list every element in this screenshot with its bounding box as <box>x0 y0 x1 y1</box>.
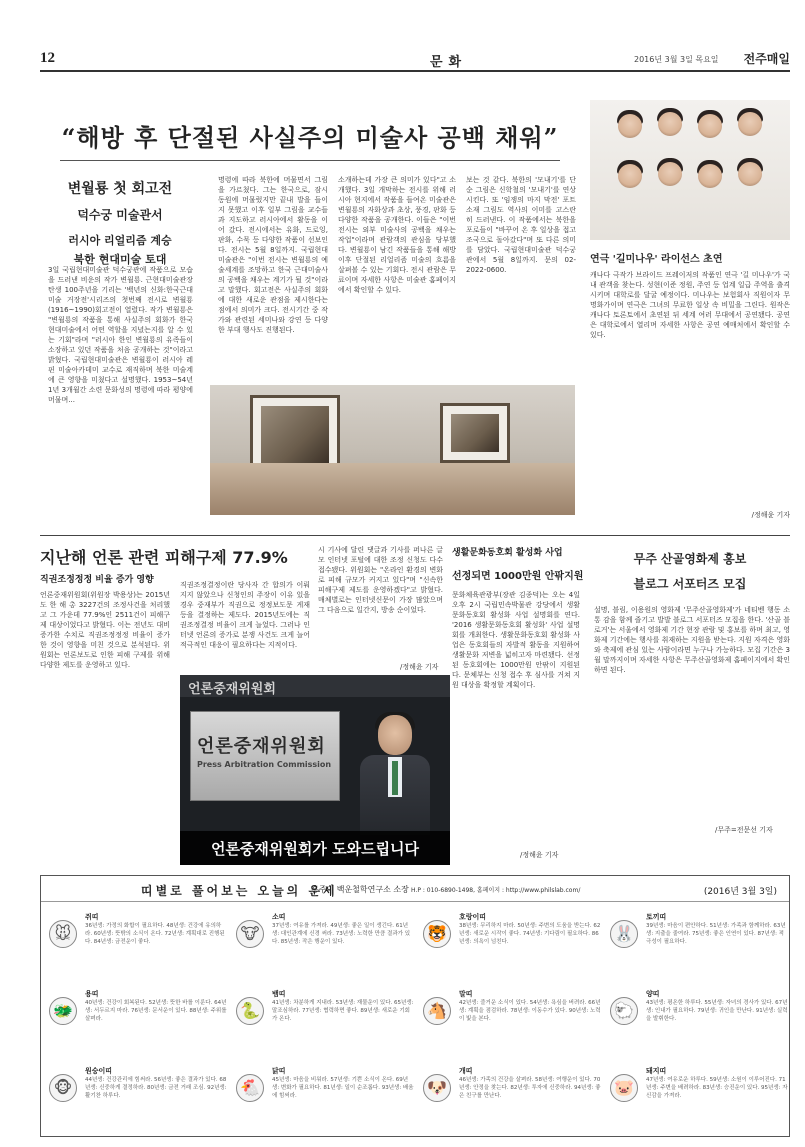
cast-face <box>738 162 762 186</box>
gallery-floor <box>210 463 575 515</box>
horoscope-sign-name: 돼지띠 <box>646 1067 667 1075</box>
masthead <box>40 48 790 72</box>
painting-frame <box>440 403 510 463</box>
subhead-3b: 북한 현대미술 토대 <box>73 253 167 266</box>
main-body-col4: 보는 것 같다. 북한의 '모내기'를 단순 그림은 신학철의 '모내기'를 연상시킨다. 또 '임쟁의 마지 막전' 포트 소재 그림도 역사의 이미를 고스란히 드러낸다. 이 작품에서는 북한을 포로들이 "바꾸어 온 후 일상을 접고 조국으로 돌아갔다"며 또 다른 의미를 담았다. 국립현대미술관 덕수궁관에서 5월 8일까지. 문의 02-2022-0600. <box>466 176 576 274</box>
tv-sign-korean: 언론중재위원회 <box>197 736 326 757</box>
horoscope-date: (2016년 3월 3일) <box>703 887 777 897</box>
headline-rule <box>60 160 560 161</box>
cast-face <box>738 112 762 136</box>
horoscope-cell <box>419 1060 605 1136</box>
horoscope-cell <box>606 1060 792 1136</box>
horoscope-sign-name: 소띠 <box>272 913 286 921</box>
mouse-icon: 🐭 <box>49 920 77 948</box>
horoscope-sign-name: 양띠 <box>646 990 660 998</box>
horoscope-sign-name: 뱀띠 <box>272 990 286 998</box>
play-reporter: /정해윤 기자 <box>751 511 790 519</box>
horoscope-cell <box>232 906 418 982</box>
article2-subtitle: 직권조정정정 비율 증가 영향 <box>40 575 154 585</box>
cast-photo <box>590 100 790 240</box>
section-title: 문화 <box>430 55 468 70</box>
issue-date: 2016년 3월 3일 목요일 <box>634 55 719 64</box>
rooster-icon: 🐔 <box>236 1074 264 1102</box>
article3-title2: 선정되면 1000만원 안팎지원 <box>452 571 584 582</box>
play-article <box>590 100 790 525</box>
article2-body-col2: 직권조정결정이란 당사자 간 합의가 이뤄지지 않았으나 신청인의 주장이 이유 있을 경우 중재부가 직권으로 정정보도문 게재 등을 결정하는 제도다. 2015년도에는 직권조정결정 비율이 크게 늘었다. 그러나 인터넷 언론의 증가로 분쟁 사건도 크게 늘어 적극적인 대응이 필요하다는 지적이다. <box>180 581 310 649</box>
horoscope-sign-text: 36년생: 가정의 화합이 필요하다. 48년생: 건강에 유의하라. 60년생: 뜻밖의 소식이 온다. 72년생: 계획대로 진행된다. 84년생: 금전운이 좋다. <box>85 923 225 945</box>
section-divider <box>40 535 790 536</box>
article4-title2: 블로그 서포터즈 모집 <box>633 577 747 591</box>
horoscope-cell <box>419 983 605 1059</box>
horoscope-sign-text: 44년생: 건강관리에 힘써라. 56년생: 좋은 결과가 있다. 68년생: 신중하게 결정하라. 80년생: 금전 거래 조심. 92년생: 활기찬 하루다. <box>85 1077 227 1099</box>
horoscope-sign-name: 말띠 <box>459 990 473 998</box>
horoscope-header <box>41 876 789 902</box>
horoscope-sign-name: 토끼띠 <box>646 913 667 921</box>
cast-face <box>618 164 642 188</box>
article2-reporter: /정해윤 기자 <box>400 663 439 671</box>
tv-sign <box>190 711 340 801</box>
horoscope-sign-text: 46년생: 가족의 건강을 살펴라. 58년생: 여행운이 있다. 70년생: 안정을 찾는다. 82년생: 투자에 신중하라. 94년생: 좋은 친구를 만난다. <box>459 1077 601 1099</box>
horoscope-sign-text: 42년생: 즐거운 소식이 있다. 54년생: 욕심을 버려라. 66년생: 계획을 점검하라. 78년생: 이동수가 있다. 90년생: 노력이 빛을 본다. <box>459 1000 601 1022</box>
horoscope-sign-name: 용띠 <box>85 990 99 998</box>
cast-face <box>698 164 722 188</box>
pig-icon: 🐷 <box>610 1074 638 1102</box>
paper-name: 전주매일 <box>743 52 790 66</box>
article4-reporter: /무주=전문선 기자 <box>715 826 773 834</box>
cast-face <box>698 114 722 138</box>
article4-body: 설명, 블림, 이용원의 영화제 '무주산골영화제'가 네티벤 행동 소통 감을 함께 즐기고 발발 블로그 서포터즈 모집을 한다. '산골 블로거'는 서울에서 영화제 기간 현장 관람 및 홍보를 하며 최고, 영화제 기간에는 행사를 취재하는 지원을 받는다. 지원 자격은 영화와 축제에 관심 있는 사람이라면 누구나 가능하다. 모집 기간은 3월 말까지이며 자세한 사항은 무주산골영화제 홈페이지에서 확인하면 된다. <box>594 606 790 674</box>
article3-title1: 생활문화동호회 활성화 사업 <box>452 548 563 558</box>
horoscope-title: 띠별로 풀어보는 오늘의 운세 <box>141 884 338 898</box>
cast-face <box>658 112 682 136</box>
horoscope-sign-text: 38년생: 무리하지 마라. 50년생: 주변의 도움을 받는다. 62년생: 새로운 시작이 좋다. 74년생: 기다림이 필요하다. 86년생: 의욕이 넘친다. <box>459 923 601 945</box>
article2-title: 지난해 언론 관련 피해구제 77.9% <box>40 548 288 567</box>
article4-title1: 무주 산골영화제 홍보 <box>633 552 747 566</box>
tv-sign-english: Press Arbitration Commission <box>197 760 332 769</box>
horoscope-sign-name: 닭띠 <box>272 1067 286 1075</box>
horoscope-sign-name: 쥐띠 <box>85 913 99 921</box>
horoscope-sign-name: 호랑이띠 <box>459 913 487 921</box>
horoscope-cell <box>45 906 231 982</box>
article3-reporter: /정해윤 기자 <box>520 851 559 859</box>
horoscope-cell <box>419 906 605 982</box>
article2-body-col3: 시 기사에 달린 댓글과 기사를 퍼나른 글 모 인터넷 포털에 대한 조정 신청도 다수 접수됐다. 위원회는 "온라인 환경의 변화로 피해 규모가 커지고 있다"며 "신속한 피해구제 제도를 운영하겠다"고 밝혔다. 매체별로는 인터넷신문이 가장 많았으며 그 다음으로 일간지, 방송 순이었다. <box>318 546 443 614</box>
horoscope-sign-name: 개띠 <box>459 1067 473 1075</box>
snake-icon: 🐍 <box>236 997 264 1025</box>
tv-photo <box>180 675 450 865</box>
play-title: 연극 '길미나우' 라이선스 초연 <box>590 254 723 265</box>
main-article <box>40 100 580 525</box>
horse-icon: 🐴 <box>423 997 451 1025</box>
horoscope-sign-text: 40년생: 건강이 회복된다. 52년생: 뜻한 바를 이룬다. 64년생: 서두르지 마라. 76년생: 문서운이 있다. 88년생: 주위를 살펴라. <box>85 1000 227 1022</box>
main-body-col3: 소개하는데 가장 큰 의미가 있다"고 소개했다. 3일 개막하는 전시를 위해 러시아 현지에서 작품을 들여온 미술관은 변월룡의 자화상과 초상, 풍경, 판화 등 다양한 작품을 공개한다. 이들은 "이번전시는 외부 미술사의 공백을 채우는 작업"이라며 관람객의 관심을 당부했다. 변월룡이 남긴 작품들을 통해 해방 이후 단절된 리얼리즘 미술의 흐름을 살펴볼 수 있는 기회다. 전시 관람은 무료이며 자세한 사항은 미술관 홈페이지에서 확인할 수 있다. <box>338 176 456 294</box>
horoscope-cell <box>606 906 792 982</box>
horoscope-cell <box>606 983 792 1059</box>
horoscope-sign-text: 37년생: 여유를 가져라. 49년생: 좋은 일이 생긴다. 61년생: 대인관계에 신경 써라. 73년생: 노력한 만큼 결과가 있다. 85년생: 작은 행운이 있다. <box>272 923 411 945</box>
horoscope-sign-text: 39년생: 마음이 편안하다. 51년생: 가족과 함께하라. 63년생: 지출을 줄여라. 75년생: 좋은 인연이 있다. 87년생: 적극성이 필요하다. <box>646 923 786 945</box>
subhead-block <box>40 178 200 269</box>
rabbit-icon: 🐰 <box>610 920 638 948</box>
horoscope-sign-name: 원숭이띠 <box>85 1067 113 1075</box>
cast-face <box>618 114 642 138</box>
horoscope-cell <box>232 1060 418 1136</box>
subhead-3a: 러시아 리얼리즘 계승 <box>68 234 172 247</box>
play-body: 캐나다 극작가 브라이드 프레이저의 작품인 연극 '길 미나우'가 국내 관객을 찾는다. 성현(이준 정원, 주연 등 업계 일급 주역을 출격시키며 대학로를 달굴 예정이다. 미나우는 보험회사 직원이자 무명화가이며 연극은 그녀의 무료한 일상 속 비밀을 그린다. 원작은 캐나다 토론토에서 초연된 뒤 세계 여러 무대에서 공연됐다. 공연은 대학로에서 열리며 자세한 사항은 공연 예매처에서 확인할 수 있다. <box>590 271 790 339</box>
tv-presenter <box>360 715 430 825</box>
main-headline: “해방 후 단절된 사실주의 미술사 공백 채워” <box>61 123 559 152</box>
article2-body-col1: 언론중재위원회(위원장 박용상)는 2015년도 한 해 총 3227건의 조정사건을 처리했고 그 가운데 77.9%인 2511건이 피해구제 대상이었다고 밝혔다. 이는 전년도 대비 증가한 수치로 직권조정정정 비율이 증가한 것이 영향을 미친 것으로 분석된다. 위원회는 언론보도로 인한 피해 구제를 위해 다양한 제도를 운영하고 있다. <box>40 591 170 669</box>
tiger-icon: 🐯 <box>423 920 451 948</box>
article3-body: 문화체육관광부(장관 김종덕)는 오는 4일 오후 2시 국립민속박물관 강당에서 생활문화동호회 활성화 사업 설명회를 연다. '2016 생활문화동호회 활성화' 사업 설명회를 개최한다. 생활문화동호회 활성화 사업은 동호회들의 자발적 활동을 지원하여 생활문화 저변을 넓히고자 마련됐다. 선정된 동호회에는 1000만원 안팎이 지원된다. 문체부는 신청 접수 후 심사를 거쳐 지원 대상을 확정할 계획이다. <box>452 591 580 689</box>
cast-face <box>658 162 682 186</box>
ox-icon: 🐮 <box>236 920 264 948</box>
exhibition-photo <box>210 385 575 515</box>
dragon-icon: 🐲 <box>49 997 77 1025</box>
tv-topbar: 언론중재위원회 <box>180 675 450 697</box>
subhead-2: 덕수궁 미술관서 <box>77 208 163 222</box>
dog-icon: 🐶 <box>423 1074 451 1102</box>
horoscope-cell <box>45 983 231 1059</box>
subhead-1: 변월룡 첫 회고전 <box>67 181 173 197</box>
horoscope-sign-text: 47년생: 여유로운 하루다. 59년생: 소원이 이루어진다. 71년생: 주변을 배려하라. 83년생: 승진운이 있다. 95년생: 자신감을 가져라. <box>646 1077 788 1099</box>
horoscope-contact: H.P : 010-6890-1498, 홈페이지 : http://www.philslab.com/ <box>411 887 581 894</box>
main-body-col1: 3일 국립현대미술관 덕수궁관에 작품으로 모습을 드러낸 비운의 작가 변월룡. 근현대미술관장 탄생 100주년을 기리는 '백년의 신화:한국근대미술 거장전'시리즈의 첫번째 전시로 변월룡(1916~1990)회고전이 열렸다. 작가 변월룡은 "변월룡의 작품을 통해 사실주의 회화가 한국 현대미술에서 어떤 역할을 지녔는지를 알 수 있는 기회"라며 "러시아 한인 변월룡의 유족들이 소장하고 있던 작품을 처음 공개하는 것"이라고 밝혔다. 국립현대미술관은 변월룡이 러시아 레핀 미술아카데미 교수로 재직하며 북한 미술계에 큰 영향을 미쳤다고 설명했다. 1953~54년 1년 3개월간 소련 문화성의 명령에 따라 평양에 머물며... <box>48 266 193 404</box>
horoscope-cell <box>232 983 418 1059</box>
horoscope-cell <box>45 1060 231 1136</box>
monkey-icon: 🐵 <box>49 1074 77 1102</box>
horoscope-box <box>40 875 790 1137</box>
sheep-icon: 🐑 <box>610 997 638 1025</box>
main-body-col2: 명령에 따라 북한에 머물면서 그림을 가르쳤다. 그는 한국으로, 잠시 동원에 머물렀지만 끝내 발을 들이지 못했고 이후 일부 그림을 교수들과 지도하고 러시아에서 활동을 이어 갔다. 전시에서는 유화, 드로잉, 판화, 수묵 등 다양한 작품이 선보인다. 전시는 5월 8일까지. 국립현대미술관은 "이번 전시는 변월룡의 예술세계를 조망하고 한국 근대미술사의 공백을 채우는 계기가 될 것"이라고 말했다. 회고전은 사실주의 회화에 대한 새로운 관점을 제시한다는 점에서 의미가 크다. 전시기간 중 작가와 관련된 세미나와 강연 등 다양한 부대 행사도 진행된다. <box>218 176 328 334</box>
page-number: 12 <box>40 50 55 66</box>
horoscope-sign-text: 41년생: 차분하게 지내라. 53년생: 재물운이 있다. 65년생: 말조심하라. 77년생: 협력하면 좋다. 89년생: 새로운 기회가 온다. <box>272 1000 414 1022</box>
horoscope-author: 홍주미 백운철학연구소 소장 <box>311 885 409 894</box>
horoscope-sign-text: 45년생: 마음을 비워라. 57년생: 기쁜 소식이 온다. 69년생: 변화가 필요하다. 81년생: 일이 순조롭다. 93년생: 배움에 힘써라. <box>272 1077 414 1099</box>
horoscope-sign-text: 43년생: 평온한 하루다. 55년생: 자녀의 경사가 있다. 67년생: 인내가 필요하다. 79년생: 귀인을 만난다. 91년생: 실력을 발휘한다. <box>646 1000 788 1022</box>
tv-caption: 언론중재위원회가 도와드립니다 <box>180 831 450 865</box>
